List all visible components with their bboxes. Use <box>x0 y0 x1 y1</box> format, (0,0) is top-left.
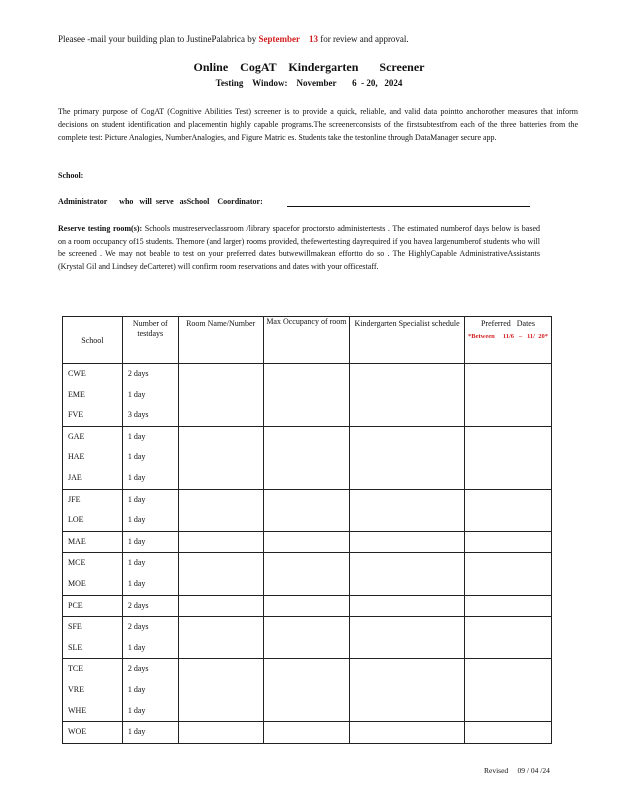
specialist-cell[interactable] <box>350 617 465 659</box>
instructions-text-end: for review and approval. <box>317 34 409 44</box>
occupancy-cell[interactable] <box>263 553 350 595</box>
specialist-cell[interactable] <box>350 722 465 744</box>
table-row <box>63 364 552 427</box>
specialist-cell[interactable] <box>350 364 465 427</box>
deadline-day: 13 <box>308 34 318 44</box>
preferred-dates-cell[interactable] <box>464 553 551 595</box>
room-cell[interactable] <box>178 722 263 744</box>
preferred-dates-note: *Between 11/6 – 11/ 20* <box>467 333 548 340</box>
specialist-cell[interactable] <box>350 426 465 489</box>
specialist-cell[interactable] <box>350 553 465 595</box>
occupancy-cell[interactable] <box>263 426 350 489</box>
occupancy-cell[interactable] <box>263 722 350 744</box>
table-row <box>63 659 552 722</box>
intro-paragraph: The primary purpose of CogAT (Cognitive Abilities Test) screener is to provide a quick, reliable, and valid data pointto anchorother measures that inform decisions on student identification and placementin highly capable programs.The screenerconsists of the firstsubtestfrom each of the three batteries from the complete test: Picture Analogies, NumberAnalogies, and Figure Matric es. Students take the testonline through DataManager secure app. <box>58 107 578 142</box>
preferred-dates-cell[interactable] <box>464 617 551 659</box>
days-cell: 2 days 1 day 1 day <box>122 659 178 722</box>
room-cell[interactable] <box>178 426 263 489</box>
header-specialist-schedule: Kindergarten Specialist schedule <box>350 317 465 364</box>
days-cell: 2 days <box>122 595 178 617</box>
specialist-cell[interactable] <box>350 489 465 531</box>
preferred-dates-cell[interactable] <box>464 364 551 427</box>
days-cell: 1 day <box>122 722 178 744</box>
reserve-rooms-paragraph <box>58 223 540 273</box>
school-cell: WOE <box>63 722 123 744</box>
days-cell: 2 days 1 day 3 days <box>122 364 178 427</box>
deadline-month: September <box>258 34 300 44</box>
room-cell[interactable] <box>178 531 263 553</box>
specialist-cell[interactable] <box>350 531 465 553</box>
room-cell[interactable] <box>178 364 263 427</box>
table-row <box>63 722 552 744</box>
reserve-rooms-heading: Reserve testing room(s): <box>58 224 143 233</box>
occupancy-cell[interactable] <box>263 595 350 617</box>
submission-instructions <box>58 34 409 44</box>
coordinator-field-label: Administrator who will serve asSchool Coordinator: <box>58 197 263 206</box>
header-preferred-dates: Preferred Dates *Between 11/6 – 11/ 20* <box>464 317 551 364</box>
table-row <box>63 553 552 595</box>
days-cell: 1 day 1 day 1 day <box>122 426 178 489</box>
room-cell[interactable] <box>178 595 263 617</box>
school-cell: MCE MOE <box>63 553 123 595</box>
room-cell[interactable] <box>178 489 263 531</box>
reserve-rooms-text: Schools mustreserveclassroom /library spacefor proctorsto administertests . The estimated numberof days below is based on a room occupancy of15 students. Themore (and larger) rooms provided, thefewertesting dayrequired if you havea largenumberof students who will be screened . We may not beable to test on your preferred dates butwewillmakean effortto do so . The HighlyCapable AdministrativeAssistants (Krystal Gil and Lindsey deCarteret) will confirm room reservations and dates with your officestaff. <box>58 224 540 271</box>
specialist-cell[interactable] <box>350 595 465 617</box>
table-row <box>63 617 552 659</box>
header-school: School <box>63 317 123 364</box>
specialist-cell[interactable] <box>350 659 465 722</box>
room-cell[interactable] <box>178 553 263 595</box>
preferred-dates-cell[interactable] <box>464 531 551 553</box>
occupancy-cell[interactable] <box>263 659 350 722</box>
preferred-dates-cell[interactable] <box>464 595 551 617</box>
occupancy-cell[interactable] <box>263 617 350 659</box>
header-test-days: Number of testdays <box>122 317 178 364</box>
days-cell: 2 days 1 day <box>122 617 178 659</box>
preferred-dates-cell[interactable] <box>464 489 551 531</box>
days-cell: 1 day 1 day <box>122 489 178 531</box>
preferred-dates-cell[interactable] <box>464 659 551 722</box>
school-cell: MAE <box>63 531 123 553</box>
revision-date: Revised 09 / 04 /24 <box>484 766 550 775</box>
occupancy-cell[interactable] <box>263 364 350 427</box>
schedule-rows <box>63 364 552 744</box>
testing-window: Testing Window: November 6 - 20, 2024 <box>215 78 403 88</box>
occupancy-cell[interactable] <box>263 531 350 553</box>
school-cell: JFE LOE <box>63 489 123 531</box>
header-max-occupancy: Max Occupancy of room <box>263 317 350 364</box>
school-field-label: School: <box>58 171 84 180</box>
occupancy-cell[interactable] <box>263 489 350 531</box>
table-row <box>63 531 552 553</box>
school-cell: TCE VRE WHE <box>63 659 123 722</box>
school-cell: SFE SLE <box>63 617 123 659</box>
days-cell: 1 day <box>122 531 178 553</box>
days-cell: 1 day 1 day <box>122 553 178 595</box>
coordinator-input-line[interactable] <box>287 206 530 207</box>
preferred-dates-cell[interactable] <box>464 722 551 744</box>
table-row <box>63 489 552 531</box>
header-room: Room Name/Number <box>178 317 263 364</box>
table-row <box>63 595 552 617</box>
school-cell: CWE EME FVE <box>63 364 123 427</box>
preferred-dates-cell[interactable] <box>464 426 551 489</box>
room-cell[interactable] <box>178 659 263 722</box>
table-row <box>63 426 552 489</box>
instructions-text-start: Pleasee -mail your building plan to JustinePalabrica by <box>58 34 259 44</box>
school-cell: GAE HAE JAE <box>63 426 123 489</box>
table-header-row <box>63 317 552 364</box>
page-title: Online CogAT Kindergarten Screener <box>193 60 425 74</box>
testing-schedule-table <box>62 316 552 744</box>
school-cell: PCE <box>63 595 123 617</box>
room-cell[interactable] <box>178 617 263 659</box>
